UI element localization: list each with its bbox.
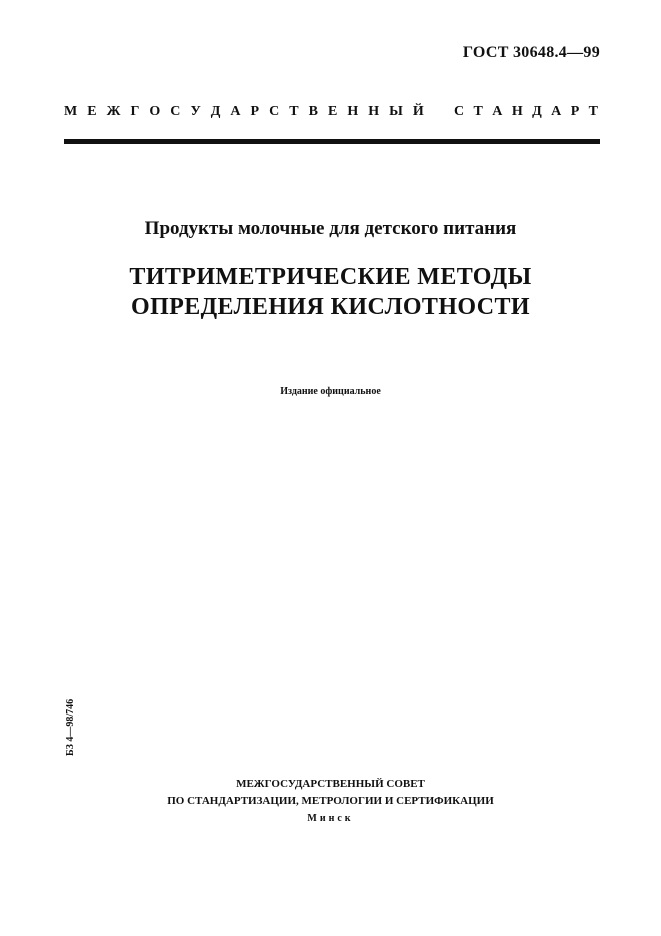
series-letter: Т — [588, 104, 598, 119]
registration-number: БЗ 4—98/746 — [65, 698, 76, 756]
series-letter: Й — [412, 104, 424, 119]
publisher-block — [0, 776, 661, 827]
series-letter: Р — [250, 104, 260, 119]
series-word-standard — [454, 104, 598, 120]
series-letter: М — [64, 104, 78, 119]
series-letter: Р — [570, 104, 580, 119]
publisher-city: Минск — [307, 813, 354, 824]
series-letter: Т — [289, 104, 299, 119]
standard-series-label — [64, 104, 598, 120]
document-subtitle: Продукты молочные для детского питания — [144, 218, 517, 239]
series-letter: Д — [532, 104, 542, 119]
series-letter: У — [190, 104, 201, 119]
series-letter: В — [308, 104, 318, 119]
series-letter: А — [551, 104, 562, 119]
series-letter: Е — [327, 104, 338, 119]
header-divider — [64, 139, 600, 144]
series-letter: Ж — [106, 104, 121, 119]
series-letter: Ы — [389, 104, 403, 119]
series-letter: Н — [511, 104, 523, 119]
series-letter: Н — [368, 104, 380, 119]
series-word-interstate — [64, 104, 424, 120]
series-letter: С — [269, 104, 280, 119]
series-letter: С — [170, 104, 181, 119]
series-letter: Н — [347, 104, 359, 119]
document-number: ГОСТ 30648.4—99 — [462, 44, 600, 61]
series-letter: А — [230, 104, 241, 119]
series-letter: О — [149, 104, 161, 119]
title-line-2: ОПРЕДЕЛЕНИЯ КИСЛОТНОСТИ — [131, 294, 530, 320]
publisher-line-1: МЕЖГОСУДАРСТВЕННЫЙ СОВЕТ — [236, 778, 425, 790]
publisher-line-2: ПО СТАНДАРТИЗАЦИИ, МЕТРОЛОГИИ И СЕРТИФИКАЦИИ — [167, 795, 494, 807]
series-letter: Т — [473, 104, 483, 119]
title-line-1: ТИТРИМЕТРИЧЕСКИЕ МЕТОДЫ — [129, 264, 532, 290]
series-letter: А — [492, 104, 503, 119]
series-letter: Г — [130, 104, 140, 119]
series-letter: С — [454, 104, 465, 119]
document-title — [0, 262, 661, 322]
edition-note: Издание официальное — [280, 386, 381, 397]
series-letter: Д — [210, 104, 221, 119]
series-letter: Е — [87, 104, 97, 119]
